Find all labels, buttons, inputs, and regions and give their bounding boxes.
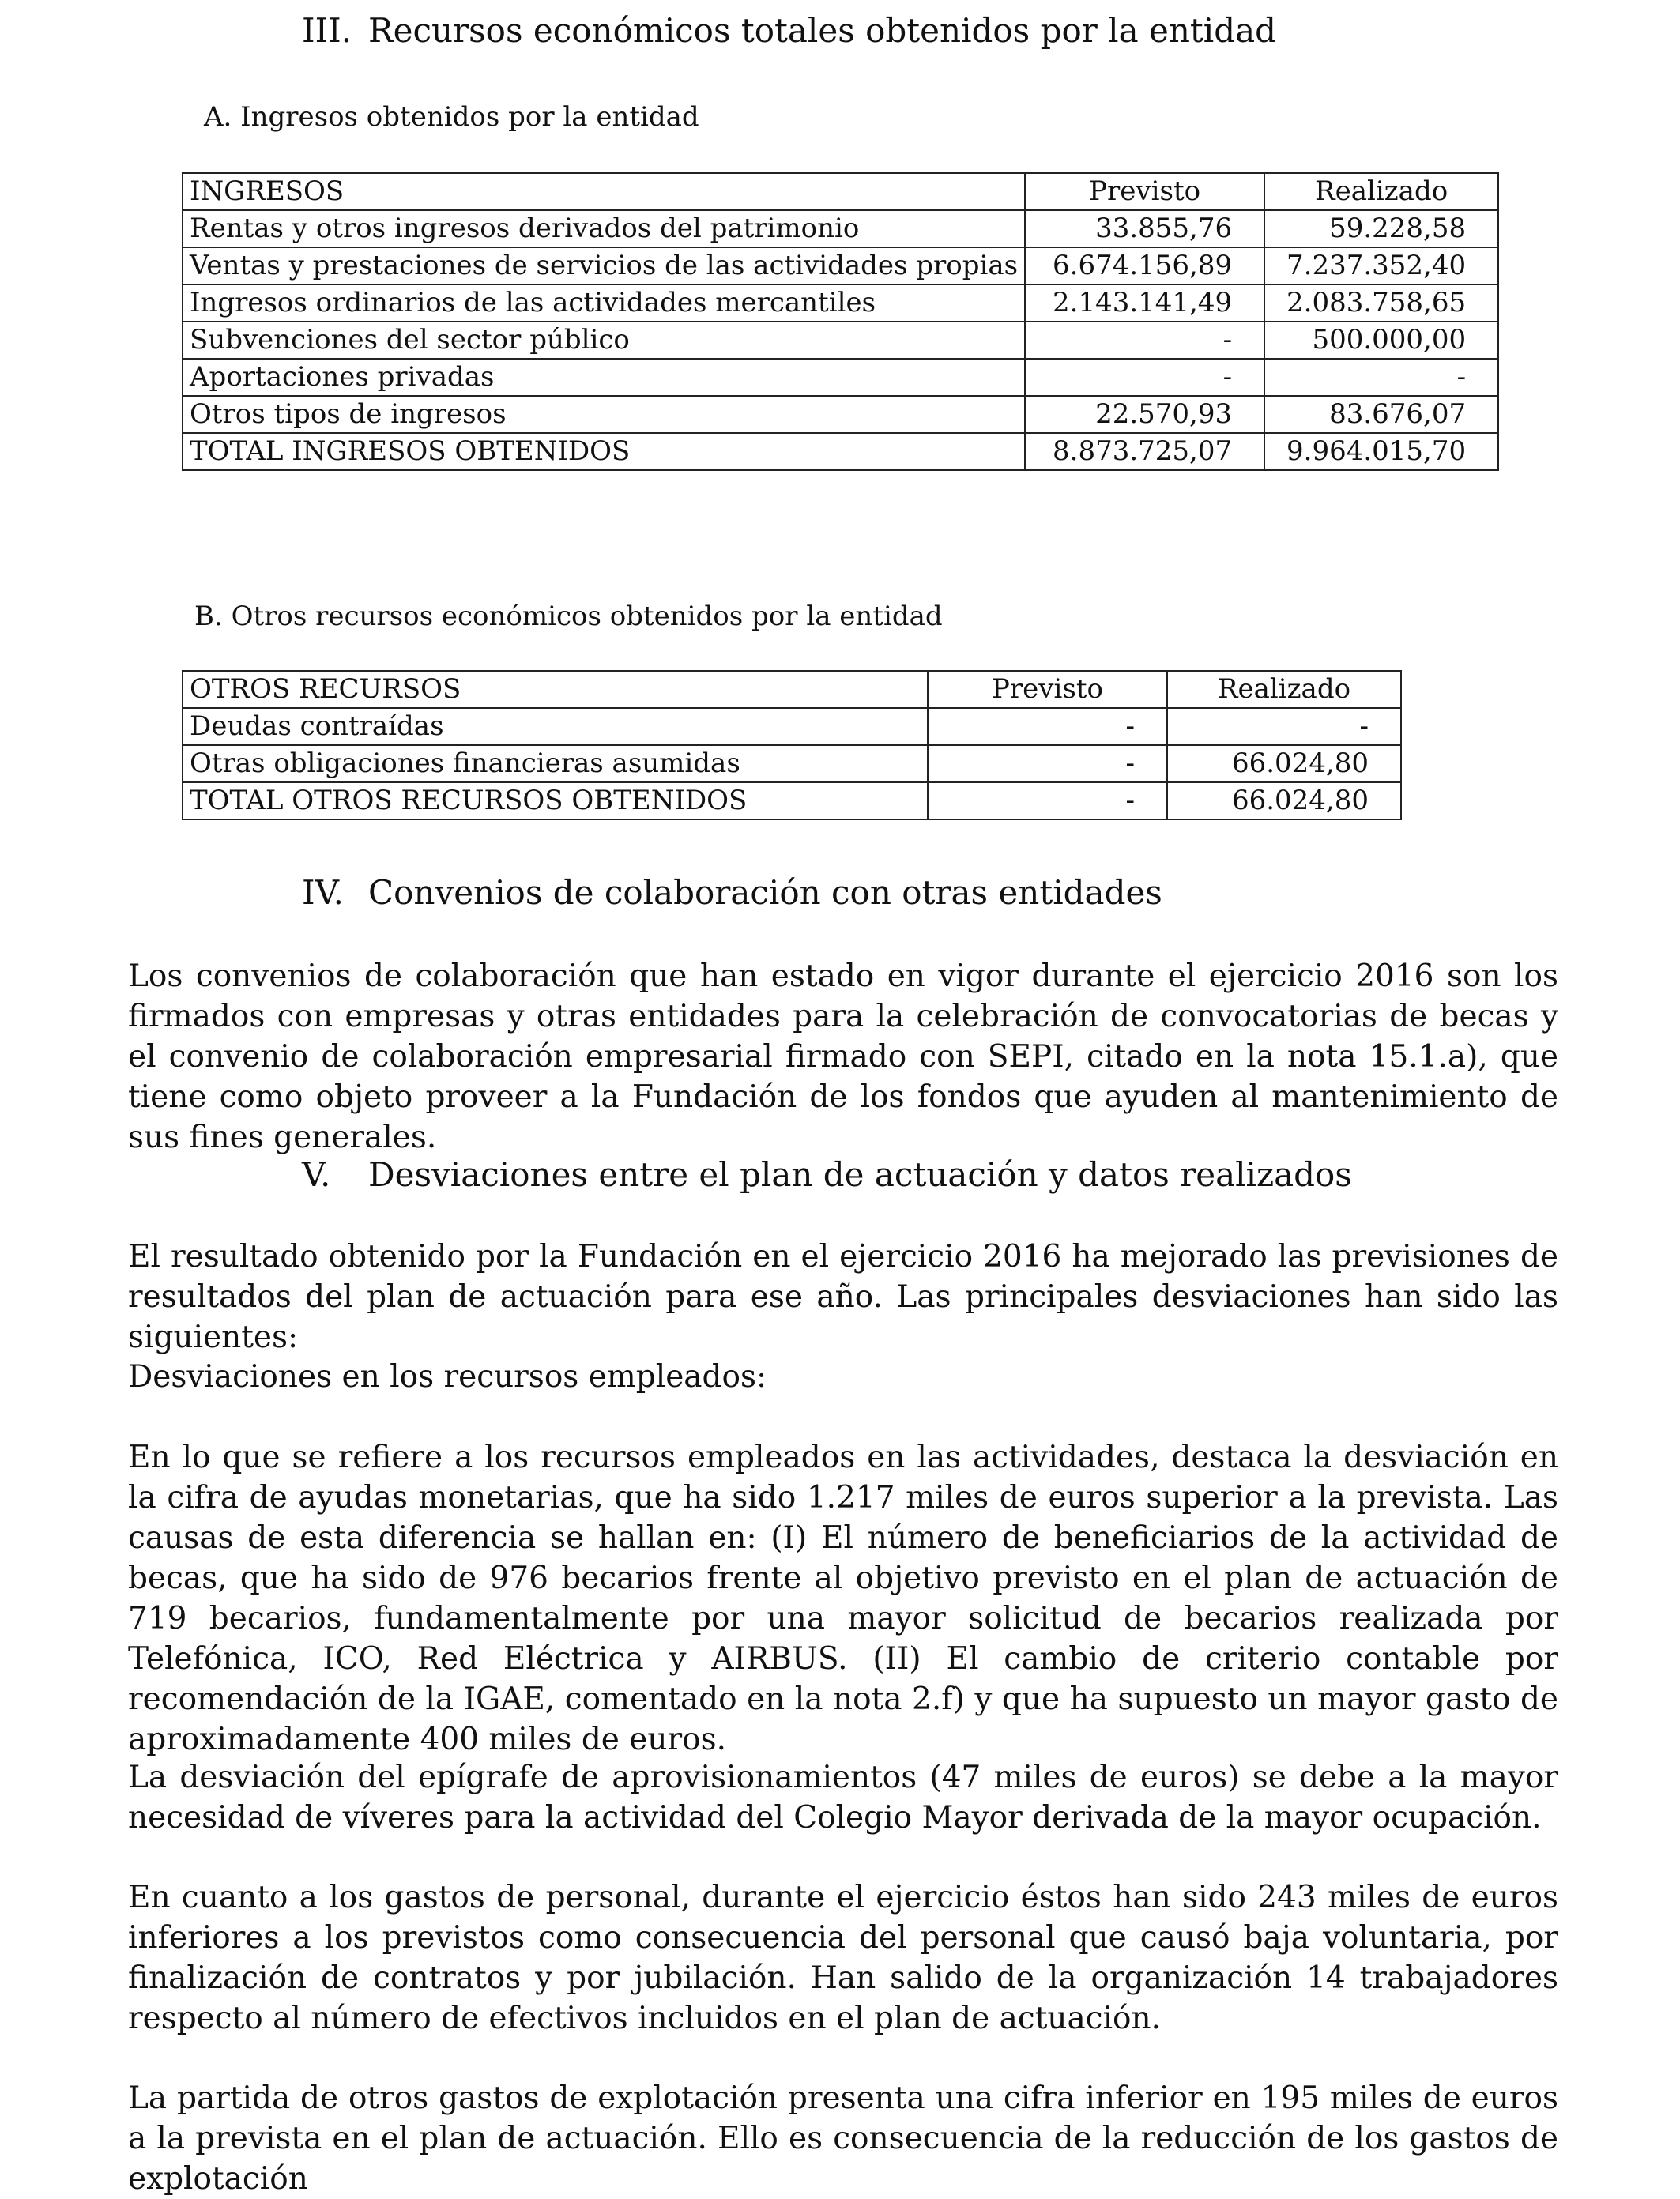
section-5-heading [302,1155,1352,1194]
realizado-value: - [1167,708,1401,745]
table-total-row [183,782,1401,819]
header-cell: INGRESOS [183,173,1025,210]
realizado-value: - [1264,359,1498,396]
previsto-value: - [1025,322,1264,359]
section-4-number: IV. [302,873,344,912]
section-5-number: V. [302,1155,331,1194]
section-5-paragraph-5: En cuanto a los gastos de personal, durante el ejercicio éstos han sido 243 miles de euros inferiores a los previstos como consecuencia del personal que causó baja voluntaria, por finalización de contratos y por jubilación. Han salido de la organización 14 trabajadores respecto al número de efectivos incluidos en el plan de actuación. [128,1880,1558,2036]
realizado-value: 66.024,80 [1167,745,1401,782]
section-4-heading [302,873,1162,912]
section-3-number: III. [302,11,352,50]
table-header-row [183,671,1401,708]
row-label: Ventas y prestaciones de servicios de las actividades propias [183,247,1025,284]
previsto-value: 8.873.725,07 [1025,433,1264,470]
table-row [183,396,1498,433]
realizado-value: 7.237.352,40 [1264,247,1498,284]
row-label: Otras obligaciones financieras asumidas [183,745,928,782]
header-cell: OTROS RECURSOS [183,671,928,708]
section-5-paragraph-3: En lo que se refiere a los recursos empleados en las actividades, destaca la desviación en la cifra de ayudas monetarias, que ha sido 1.217 miles de euros superior a la prevista. Las causas de esta diferencia se hallan en: (I) El número de beneficiarios de la actividad de becas, que ha sido de 976 becarios frente al objetivo previsto en el plan de actuación de 719 becarios, fundamentalmente por una mayor solicitud de becarios realizada por Telefónica, ICO, Red Eléctrica y AIRBUS. (II) El cambio de criterio contable por recomendación de la IGAE, comentado en la nota 2.f) y que ha supuesto un mayor gasto de aproximadamente 400 miles de euros. [128,1440,1558,1757]
realizado-value: 83.676,07 [1264,396,1498,433]
realizado-value: 9.964.015,70 [1264,433,1498,470]
section-5-paragraph-6: La partida de otros gastos de explotación presenta una cifra inferior en 195 miles de euros a la prevista en el plan de actuación. Ello es consecuencia de la reducción de los gastos de explotación [128,2080,1558,2197]
previsto-value: 22.570,93 [1025,396,1264,433]
table-row [183,284,1498,322]
row-label: TOTAL OTROS RECURSOS OBTENIDOS [183,782,928,819]
row-label: Subvenciones del sector público [183,322,1025,359]
section-5-paragraph-2: Desviaciones en los recursos empleados: [128,1359,767,1395]
previsto-value: - [928,745,1167,782]
previsto-value: 2.143.141,49 [1025,284,1264,322]
row-label: TOTAL INGRESOS OBTENIDOS [183,433,1025,470]
realizado-value: 59.228,58 [1264,210,1498,247]
table-row [183,708,1401,745]
section-5-paragraph-4: La desviación del epígrafe de aprovisionamientos (47 miles de euros) se debe a la mayor necesidad de víveres para la actividad del Colegio Mayor derivada de la mayor ocupación. [128,1760,1558,1836]
previsto-value: 33.855,76 [1025,210,1264,247]
realizado-value: 2.083.758,65 [1264,284,1498,322]
table-row [183,322,1498,359]
row-label: Ingresos ordinarios de las actividades mercantiles [183,284,1025,322]
header-cell: Previsto [1025,173,1264,210]
header-cell: Realizado [1167,671,1401,708]
table-row [183,745,1401,782]
header-cell: Previsto [928,671,1167,708]
previsto-value: - [1025,359,1264,396]
subsection-b-title: B. Otros recursos económicos obtenidos por la entidad [194,601,943,632]
table-row [183,359,1498,396]
table-row [183,247,1498,284]
subsection-a-title: A. Ingresos obtenidos por la entidad [204,101,699,133]
header-cell: Realizado [1264,173,1498,210]
section-3-title: Recursos económicos totales obtenidos por la entidad [368,11,1277,50]
realizado-value: 500.000,00 [1264,322,1498,359]
ingresos-table [182,172,1499,471]
row-label: Rentas y otros ingresos derivados del patrimonio [183,210,1025,247]
row-label: Otros tipos de ingresos [183,396,1025,433]
section-3-heading [302,11,1276,50]
previsto-value: 6.674.156,89 [1025,247,1264,284]
table-header-row [183,173,1498,210]
section-5-title: Desviaciones entre el plan de actuación y datos realizados [368,1155,1352,1194]
otros-recursos-table [182,670,1402,820]
row-label: Deudas contraídas [183,708,928,745]
section-5-paragraph-1: El resultado obtenido por la Fundación en el ejercicio 2016 ha mejorado las previsiones de resultados del plan de actuación para ese año. Las principales desviaciones han sido las siguientes: [128,1239,1558,1355]
previsto-value: - [928,708,1167,745]
section-4-paragraph: Los convenios de colaboración que han estado en vigor durante el ejercicio 2016 son los firmados con empresas y otras entidades para la celebración de convocatorias de becas y el convenio de colaboración empresarial firmado con SEPI, citado en la nota 15.1.a), que tiene como objeto proveer a la Fundación de los fondos que ayuden al mantenimiento de sus fines generales. [128,958,1558,1155]
realizado-value: 66.024,80 [1167,782,1401,819]
table-row [183,210,1498,247]
section-4-title: Convenios de colaboración con otras entidades [368,873,1162,912]
row-label: Aportaciones privadas [183,359,1025,396]
table-total-row [183,433,1498,470]
previsto-value: - [928,782,1167,819]
